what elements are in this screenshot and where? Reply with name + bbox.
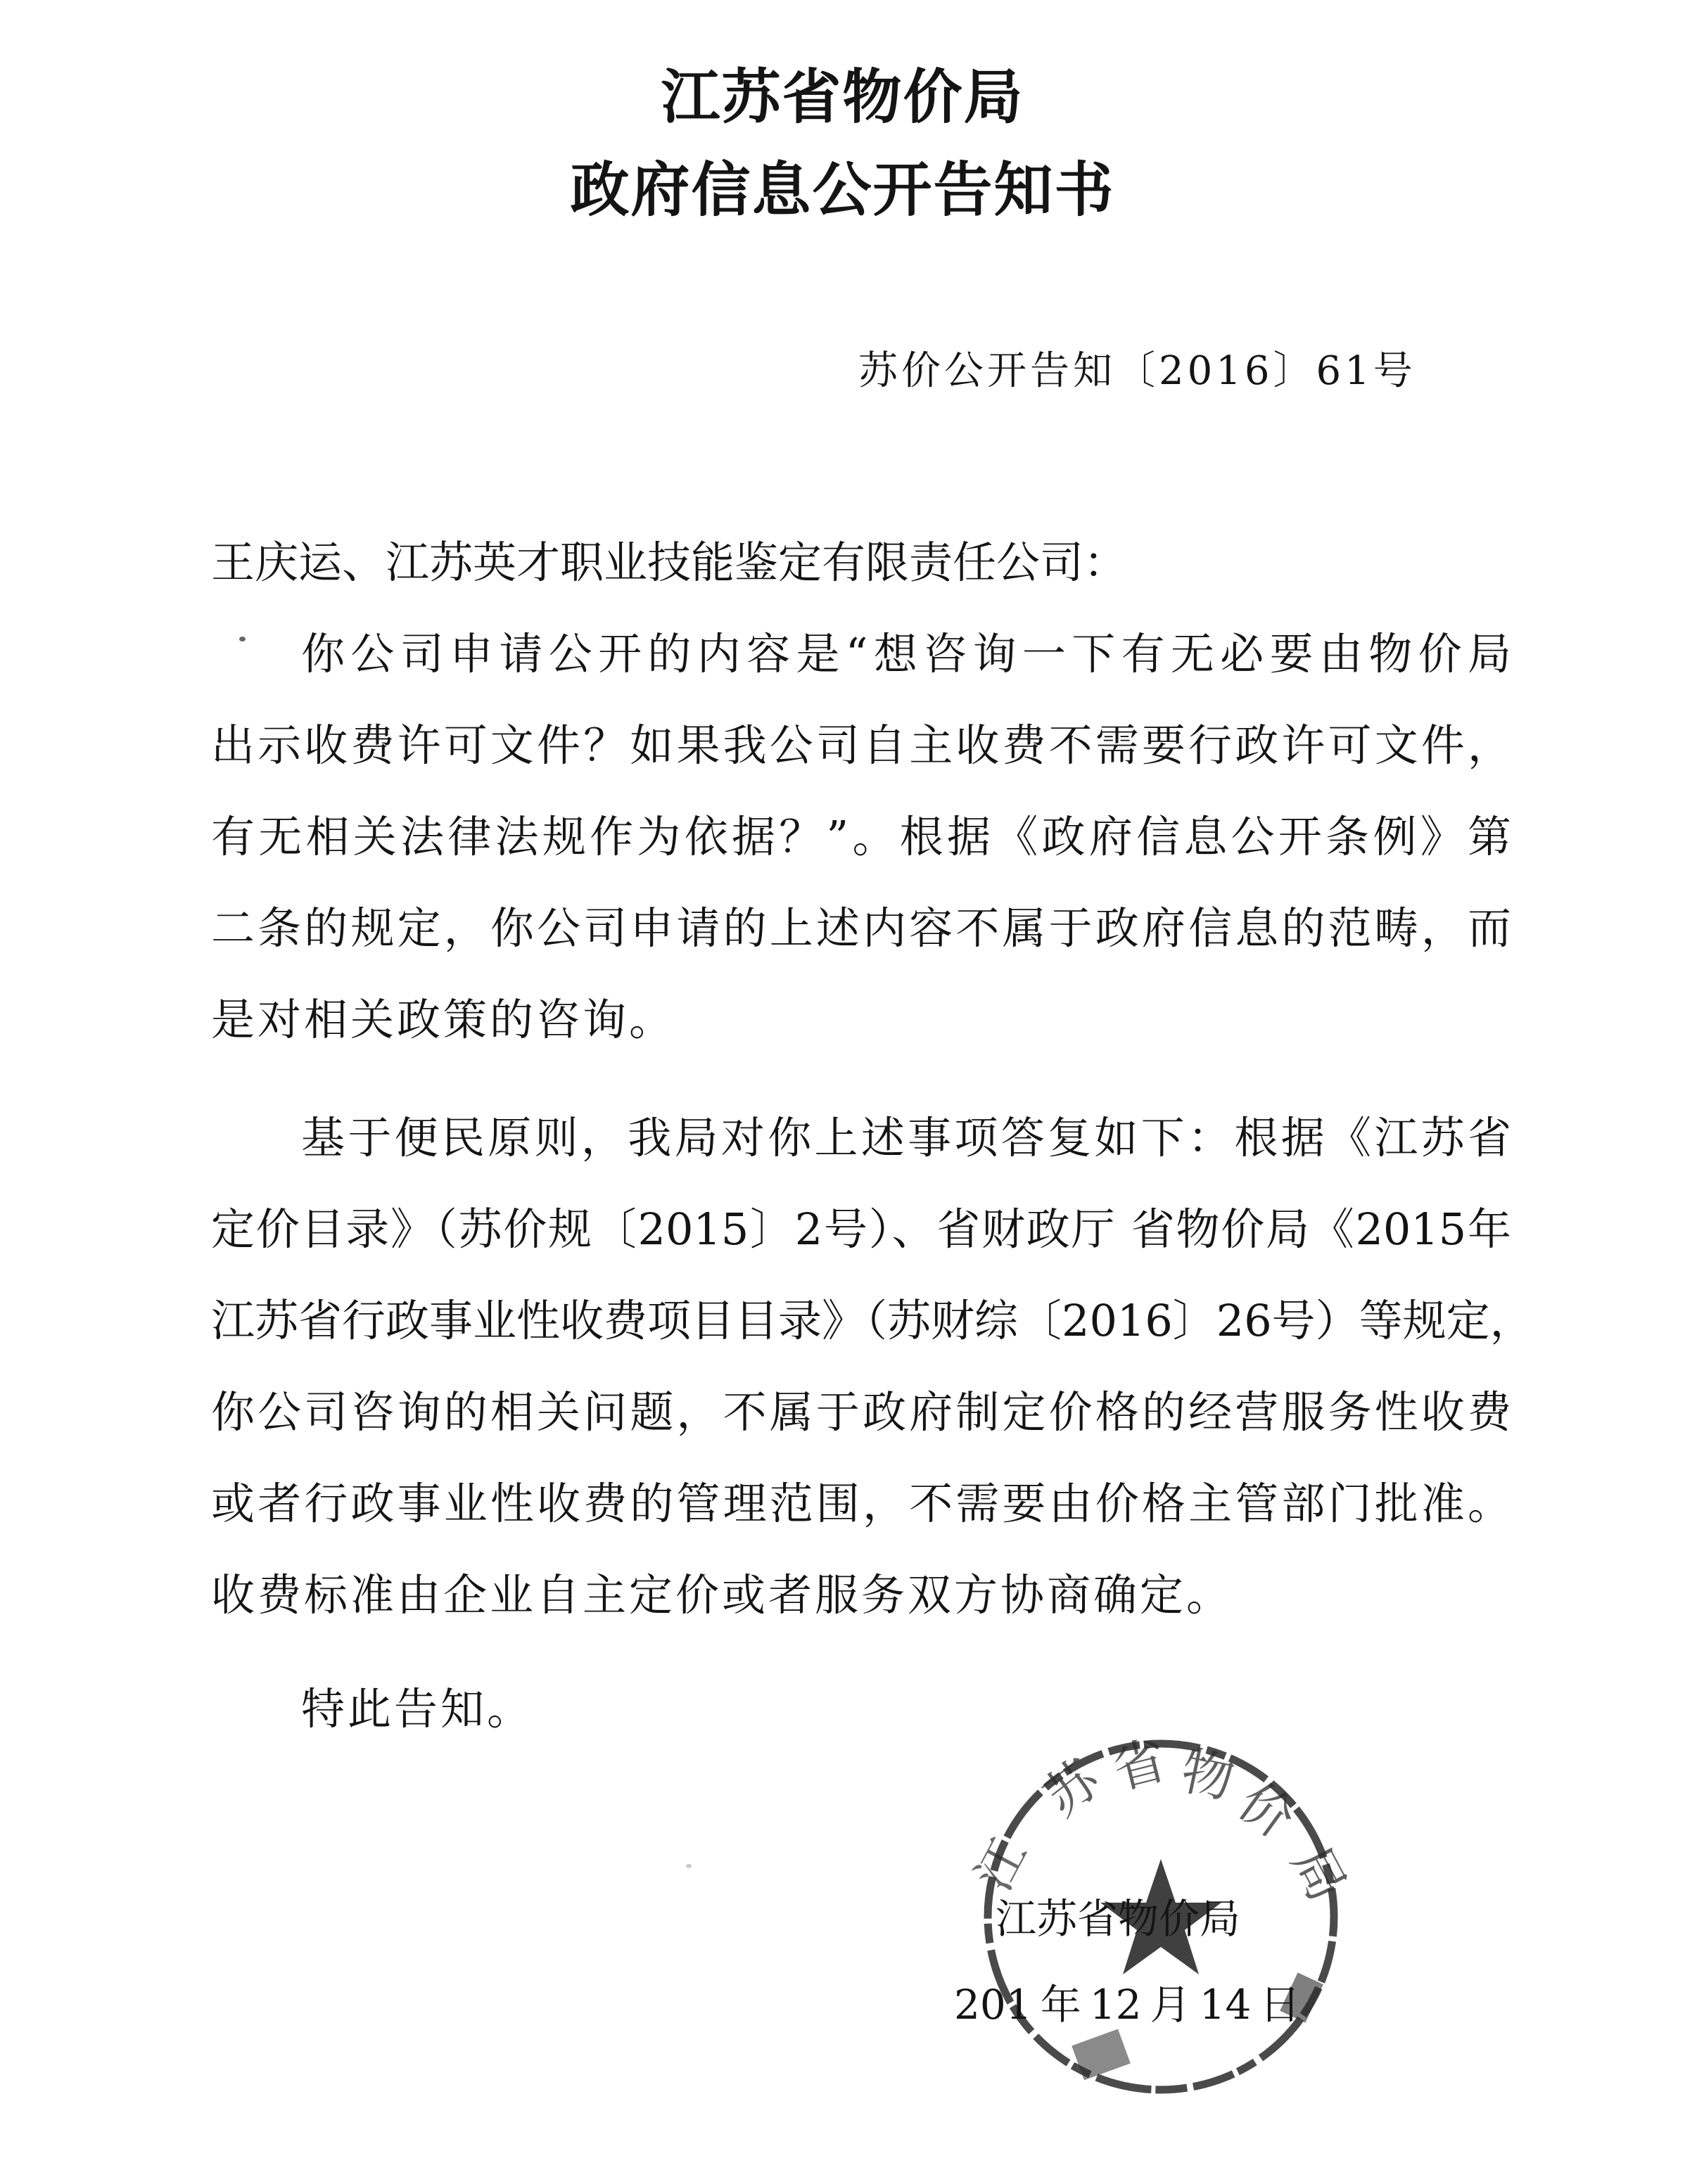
document-title-line2: 政府信息公开告知书 (570, 155, 1115, 224)
issue-date-month-unit: 月 (1150, 1981, 1191, 2029)
paragraph-1-line: 出示收费许可文件？如果我公司自主收费不需要行政许可文件， (211, 720, 1511, 771)
paragraph-2-line: 或者行政事业性收费的管理范围，不需要由价格主管部门批准。 (211, 1478, 1511, 1529)
seal-arc-glyph: 江 (964, 1829, 1038, 1900)
paragraph-1-line: 二条的规定，你公司申请的上述内容不属于政府信息的范畴，而 (211, 902, 1511, 954)
seal-arc-glyph: 局 (1280, 1837, 1358, 1911)
seal-arc-glyph: 物 (1176, 1740, 1240, 1811)
paragraph-1-line: 是对相关政策的咨询。 (211, 994, 676, 1045)
closing-statement: 特此告知。 (301, 1683, 534, 1735)
issue-date-day: 14 (1199, 1981, 1252, 2029)
paragraph-2-line: 定价目录》（苏价规〔2015〕2号）、省财政厅 省物价局《2015年 (211, 1203, 1511, 1255)
issue-date (950, 1977, 1304, 2033)
paragraph-1-line: 你公司申请公开的内容是“想咨询一下有无必要由物价局 (301, 628, 1511, 679)
seal-arc-glyph: 苏 (1033, 1748, 1112, 1829)
scan-speck (686, 1864, 692, 1868)
issue-date-year-unit: 年 (1040, 1981, 1081, 2029)
issue-date-month: 12 (1089, 1981, 1142, 2029)
addressee: 王庆运、江苏英才职业技能鉴定有限责任公司： (211, 537, 1128, 588)
issuer-signature: 江苏省物价局 (996, 1895, 1241, 1943)
document-title-line1: 江苏省物价局 (661, 63, 1024, 132)
issue-date-day-unit: 日 (1259, 1981, 1301, 2029)
scan-speck (239, 637, 246, 641)
paragraph-2-line: 收费标准由企业自主定价或者服务双方协商确定。 (211, 1569, 1233, 1621)
paragraph-2-line: 江苏省行政事业性收费项目目录》（苏财综〔2016〕26号）等规定， (211, 1295, 1534, 1346)
paragraph-1-line: 有无相关法律法规作为依据？”。根据《政府信息公开条例》第 (211, 811, 1511, 862)
seal-arc-glyph: 省 (1107, 1730, 1173, 1801)
issue-date-year: 201 (954, 1981, 1032, 2029)
document-number: 苏价公开告知〔2016〕61号 (858, 348, 1416, 394)
seal-arc-glyph: 价 (1227, 1770, 1305, 1851)
paragraph-2-line: 基于便民原则，我局对你上述事项答复如下：根据《江苏省 (301, 1112, 1511, 1163)
paragraph-2-line: 你公司咨询的相关问题，不属于政府制定价格的经营服务性收费 (211, 1386, 1511, 1438)
